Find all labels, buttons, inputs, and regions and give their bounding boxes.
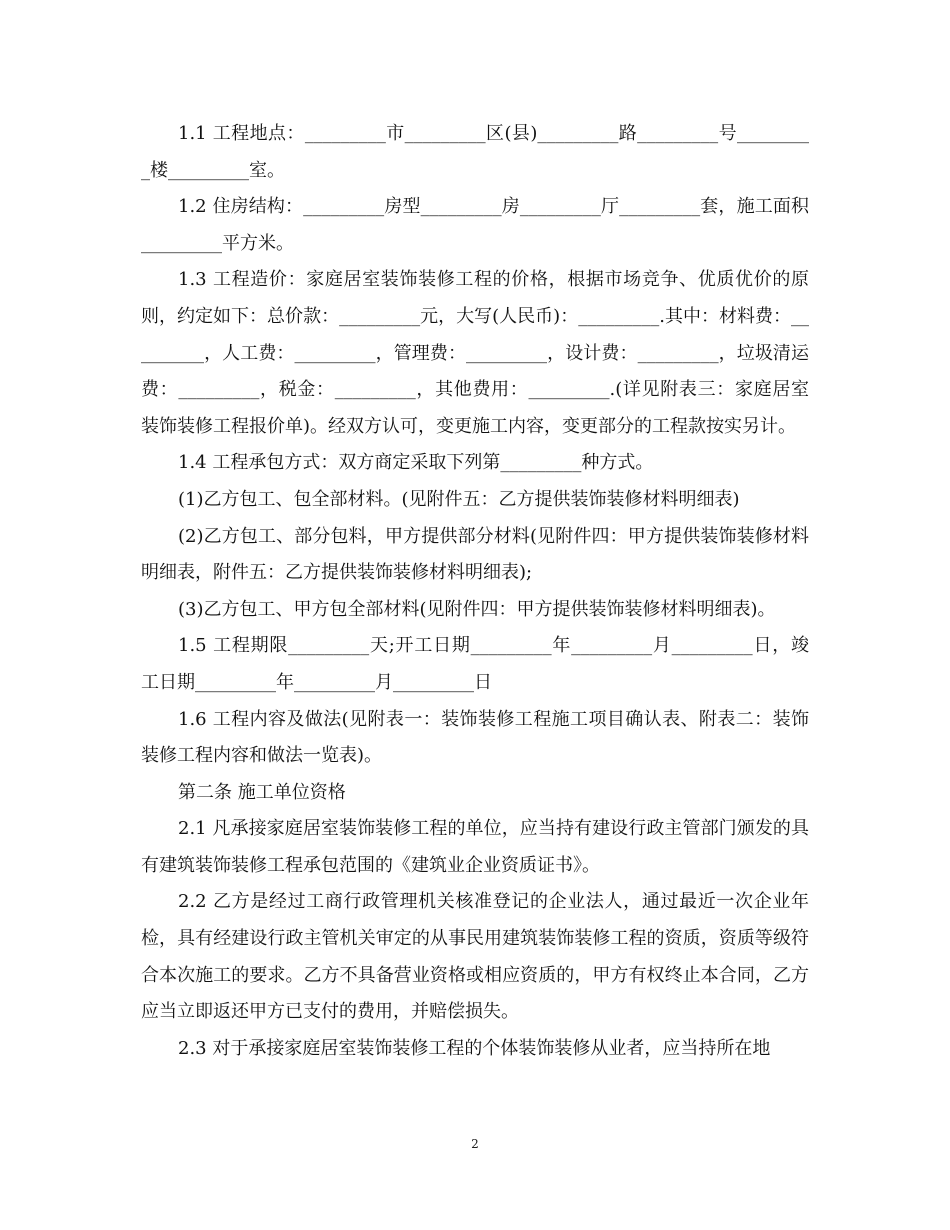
paragraph-1-2-structure: 1.2 住房结构：_________房型_________房_________厅_________套，施工面积_________平方米。: [141, 196, 809, 254]
paragraph-1-5-duration: 1.5 工程期限_________天;开工日期_________年_________月_________日，竣工日期_________年_________月_________日: [141, 635, 809, 693]
paragraph-1-1-location: 1.1 工程地点：_________市_________区(县)_________路_________号_________楼_________室。: [141, 123, 809, 181]
paragraph-1-4-contract-mode: 1.4 工程承包方式：双方商定采取下列第_________种方式。: [178, 452, 654, 474]
document-body: [141, 116, 809, 1067]
paragraph-mode-option-2: (2)乙方包工、部分包料，甲方提供部分材料(见附件四：甲方提供装饰装修材料明细表，附件五：乙方提供装饰装修材料明细表);: [141, 525, 809, 584]
section-heading-article-2: 第二条 施工单位资格: [178, 781, 346, 803]
paragraph-2-3-individual: 2.3 对于承接家庭居室装饰装修工程的个体装饰装修从业者，应当持所在地: [178, 1037, 771, 1059]
paragraph-1-6-content: 1.6 工程内容及做法(见附表一：装饰装修工程施工项目确认表、附表二：装饰装修工程内容和做法一览表)。: [141, 708, 809, 767]
paragraph-mode-option-3: (3)乙方包工、甲方包全部材料(见附件四：甲方提供装饰装修材料明细表)。: [178, 598, 776, 620]
paragraph-2-1-qualification: 2.1 凡承接家庭居室装饰装修工程的单位，应当持有建设行政主管部门颁发的具有建筑装饰装修工程承包范围的《建筑业企业资质证书》。: [141, 818, 809, 876]
paragraph-1-3-cost: 1.3 工程造价：家庭居室装饰装修工程的价格，根据市场竞争、优质优价的原则，约定如下：总价款：_________元，大写(人民币)：_________.其中：材料费：_________，人工费：_________，管理费：_________，设计费：_________，垃圾清运费：_________，税金：_________，其他费用：_________.(详见附表三：家庭居室装饰装修工程报价单)。经双方认可，变更施工内容，变更部分的工程款按实另计。: [141, 269, 809, 437]
page-number: 2: [471, 1137, 479, 1151]
paragraph-mode-option-1: (1)乙方包工、包全部材料。(见附件五：乙方提供装饰装修材料明细表): [178, 488, 740, 510]
paragraph-2-2-contractor: 2.2 乙方是经过工商行政管理机关核准登记的企业法人，通过最近一次企业年检，具有经建设行政主管机关审定的从事民用建筑装饰装修工程的资质，资质等级符合本次施工的要求。乙方不具备营业资格或相应资质的，甲方有权终止本合同，乙方应当立即返还甲方已支付的费用，并赔偿损失。: [141, 891, 809, 1023]
